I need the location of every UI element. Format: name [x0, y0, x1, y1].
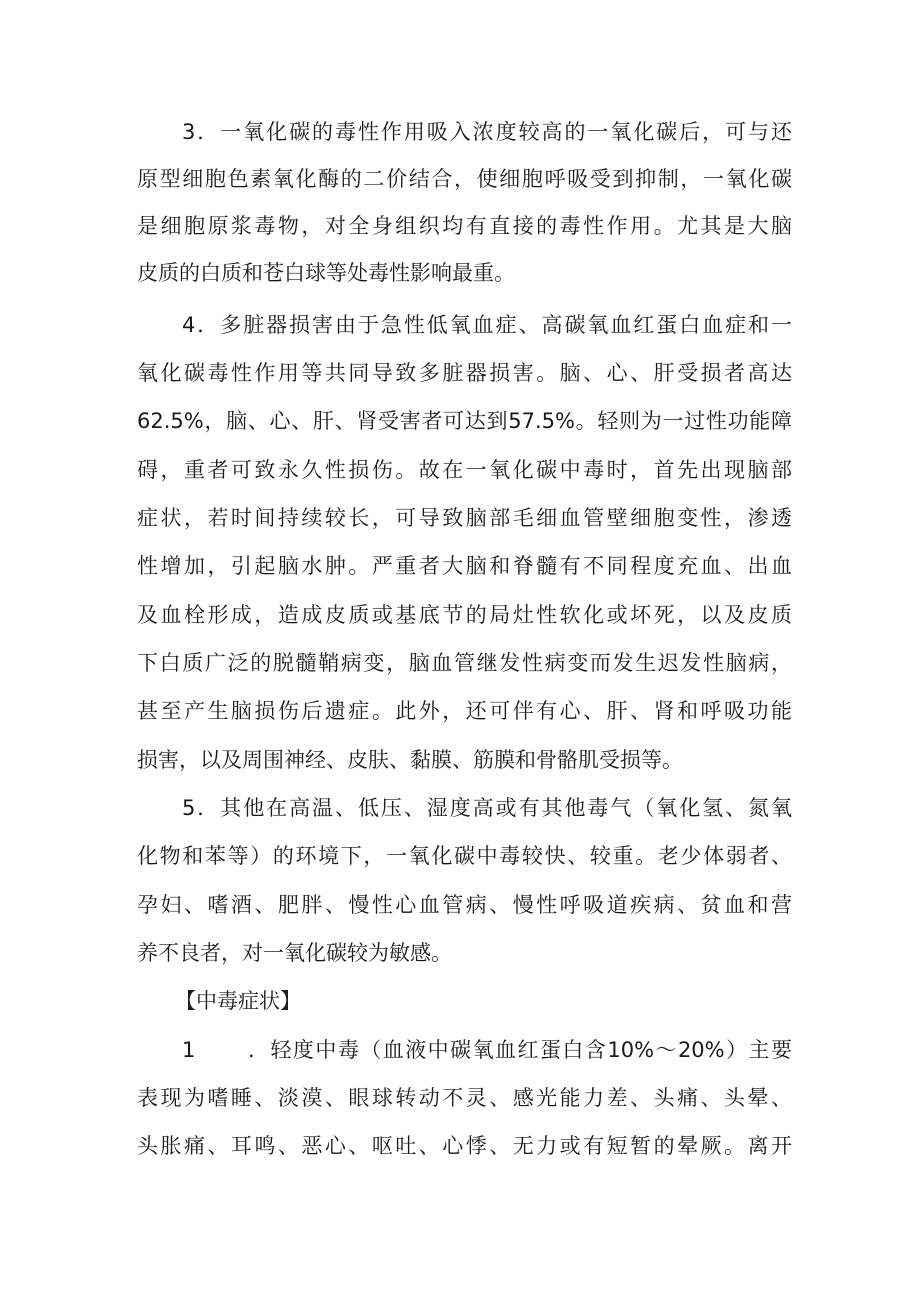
paragraph-4-line: 甚至产生脑损伤后遗症。此外，还可伴有心、肝、肾和呼吸功能 — [137, 699, 792, 723]
paragraph-4-line: 下白质广泛的脱髓鞘病变，脑血管继发性病变而发生迟发性脑病， — [137, 651, 792, 675]
paragraph-5-line: 养不良者，对一氧化碳较为敏感。 — [137, 941, 452, 965]
list-item-number: 1 — [182, 1038, 196, 1062]
paragraph-5-line: 5．其他在高温、低压、湿度高或有其他毒气（氧化氢、氮氧 — [182, 796, 792, 820]
paragraph-4-line: 62.5%，脑、心、肝、肾受害者可达到57.5%。轻则为一过性功能障 — [137, 409, 792, 433]
paragraph-4-line: 4．多脏器损害由于急性低氧血症、高碳氧血红蛋白血症和一 — [182, 313, 792, 337]
paragraph-4-line: 及血栓形成，造成皮质或基底节的局灶性软化或坏死，以及皮质 — [137, 603, 792, 627]
paragraph-3-line: 原型细胞色素氧化酶的二价结合，使细胞呼吸受到抑制，一氧化碳 — [137, 167, 792, 191]
paragraph-3-line: 皮质的白质和苍白球等处毒性影响最重。 — [137, 261, 515, 285]
paragraph-5-line: 孕妇、嗜酒、肥胖、慢性心血管病、慢性呼吸道疾病、贫血和营 — [137, 893, 792, 917]
paragraph-4-line: 性增加，引起脑水肿。严重者大脑和脊髓有不同程度充血、出血 — [137, 554, 792, 578]
paragraph-3-line: 是细胞原浆毒物，对全身组织均有直接的毒性作用。尤其是大脑 — [137, 214, 792, 238]
paragraph-3-line: 3．一氧化碳的毒性作用吸入浓度较高的一氧化碳后，可与还 — [182, 120, 792, 144]
paragraph-4-line: 症状，若时间持续较长，可导致脑部毛细血管壁细胞变性，渗透 — [137, 506, 792, 530]
paragraph-4-line: 损害，以及周围神经、皮肤、黏膜、筋膜和骨骼肌受损等。 — [137, 748, 683, 772]
symptom-1-line: 头胀痛、耳鸣、恶心、呕吐、心悸、无力或有短暂的晕厥。离开 — [137, 1134, 792, 1158]
symptom-1-line: 表现为嗜睡、淡漠、眼球转动不灵、感光能力差、头痛、头晕、 — [137, 1086, 792, 1110]
paragraph-4-line: 氧化碳毒性作用等共同导致多脏器损害。脑、心、肝受损者高达 — [137, 361, 792, 385]
paragraph-5-line: 化物和苯等）的环境下，一氧化碳中毒较快、较重。老少体弱者、 — [137, 844, 792, 868]
paragraph-4-line: 碍，重者可致永久性损伤。故在一氧化碳中毒时，首先出现脑部 — [137, 458, 792, 482]
section-heading: 【中毒症状】 — [175, 989, 301, 1013]
symptom-1-line: ．轻度中毒（血液中碳氧血红蛋白含10%～20%）主要 — [248, 1038, 792, 1062]
